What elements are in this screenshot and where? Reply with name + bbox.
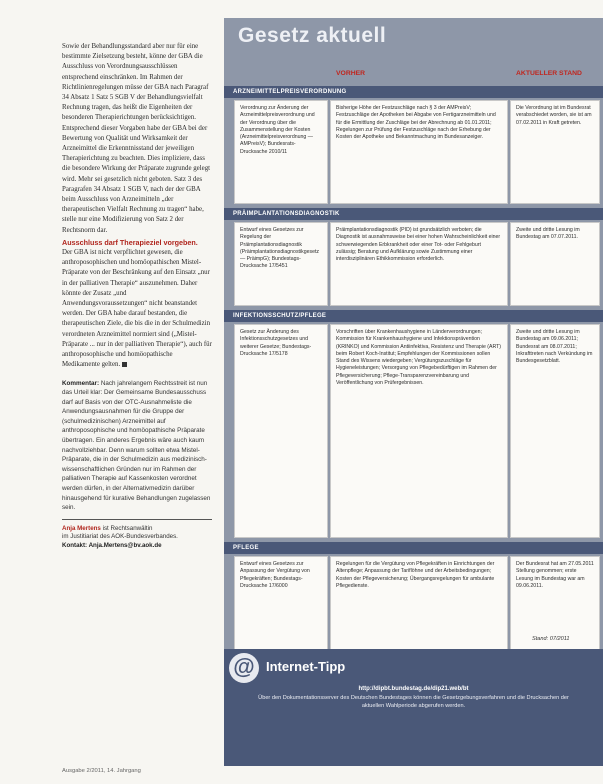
author-line — [62, 525, 212, 534]
commentary-label: Kommentar: — [62, 379, 100, 387]
author-name: Anja Mertens — [62, 524, 101, 532]
commentary-text: Nach jahrelangem Rechtsstreit ist nun das Urteil klar: Der Gemeinsame Bundesausschuss darf auf Basis von der OTC-Ausnahmeliste die Anwendungsausnahmen für die Gruppe der (schulmedizinischen) Arzneimittel auf anthroposophische und homöopathische Präparate übertragen. Ein anderes Ergebnis wäre auch kaum nachvollziehbar. Denn warum sollten etwa Mistel-Präparate, die in der Schulmedizin aus medizinisch-wissenschaftlichen Gründen nur im Rahmen der palliativen Therapie auf Kassenkosten verordnet werden dürfen, in der Alternativmedizin darüber hinausgehend für kurative Behandlungen zugelassen sein. — [62, 379, 211, 512]
internet-tip-link[interactable]: http://dipbt.bundestag.de/dip21.web/bt — [358, 686, 469, 692]
section-bar-infektionsschutz: INFEKTIONSSCHUTZ/PFLEGE — [224, 310, 603, 322]
law-cell-title: Entwurf eines Gesetzes zur Regelung der Präimplantationsdiagnostik (Präimplantationsdiagnostikgesetz — PräimpG); Bundestags-Drucksache 17/5451 — [234, 222, 328, 306]
status-date: Stand: 07/2011 — [532, 636, 570, 642]
law-cell-vorher: Regelungen für die Vergütung von Pflegekräften in Einrichtungen der Altenpflege; Anpassung der Tariflöhne und der Arbeitsbedingungen; Kosten der Pflegeversicherung; Übergangsregelungen für ambulante Pflegedienste. — [330, 556, 508, 650]
article-paragraph-2-text: Der GBA ist nicht verpflichtet gewesen, die anthroposophischen und homöopathischen Mistel-Präparate von der Beschränkung auf den Einsatz „nur in der palliativen Therapie“ auszunehmen. Daher könnte der Zusatz „und Anwendungsvoraussetzungen“ nicht beanstandet werden. Der GBA habe darauf bestanden, die therapeutischen Ziele, die bis die in der Schulmedizin verordneten Arzneimittel normiert sind („Mistel-Präparate ... nur in der palliativen Therapie“), auch für anthroposophische und homöopathische Medikamente gelten. — [62, 249, 212, 369]
article-subheading: Ausschluss darf Therapieziel vorgeben. — [62, 237, 198, 247]
article-paragraph-1: Sowie der Behandlungsstandard aber nur für eine bestimmte Zielsetzung besteht, könne der GBA die Ausschluss von Verordnungsausschlüssen entsprechend einschränken. Im Rahmen der Richtlinienregelungen müsse der GBA nach Paragraf 34 Absatz 1 Satz 5 SGB V der Behandlungsvielfalt Rechnung tragen, das heißt die Eigenheiten der besonderen Therapierichtungen berücksichtigen. Entsprechend dieser Vorgaben habe der GBA bei der Bewertung von Qualität und Wirksamkeit der Arzneimittel die Erkenntnisstand der jeweiligen Therapierichtung zu beachten. Dies impliziere, dass die besondere Wirkung der Präparate zugrunde gelegt wird. Mehr sei gesetzlich nicht geboten. Satz 3 des Paragrafen 34 Absatz 1 SGB V, nach der der GBA beim Ausschluss von Arzneimitteln „der therapeutischen Vielfalt Rechnung zu tragen“ habe, stelle nur eine Modifizierung von Satz 2 der Rechtsnorm dar. — [62, 43, 211, 234]
law-cell-title: Gesetz zur Änderung des Infektionsschutzgesetzes und weiterer Gesetze; Bundestags-Drucksache 17/5178 — [234, 324, 328, 538]
panel-title: Gesetz aktuell — [238, 24, 387, 47]
section-bar-arzneimittelpreis: ARZNEIMITTELPREISVERORDNUNG — [224, 86, 603, 98]
commentary — [62, 379, 212, 513]
column-header-vorher: VORHER — [336, 70, 366, 77]
law-cell-title: Verordnung zur Änderung der Arzneimittelpreisverordnung und der Verordnung über die Zusammenstellung der Kosten (Arzneimittelpreisverordnung — AMPreisV); Bundesrats-Drucksache 2010/11 — [234, 100, 328, 204]
law-cell-stand: Zweite und dritte Lesung im Bundestag am 07.07.2011. — [510, 222, 600, 306]
article-paragraph-2 — [62, 248, 212, 370]
law-cell-stand: Der Bundesrat hat am 27.05.2011 Stellung genommen; erste Lesung im Bundestag war am 09.06.2011. — [510, 556, 600, 650]
at-icon: @ — [229, 653, 259, 683]
author-block — [62, 519, 212, 551]
column-header-stand: AKTUELLER STAND — [516, 70, 582, 77]
internet-tip-box — [224, 649, 603, 766]
author-contact[interactable]: Kontakt: Anja.Mertens@bv.aok.de — [62, 542, 162, 549]
author-role-1: ist Rechtsanwältin — [102, 524, 153, 532]
internet-tip-description: Über den Dokumentationsserver des Deutschen Bundestages können die Gesetzgebungsverfahren und die Drucksachen der aktuellen Wahlperiode abgerufen werden. — [258, 695, 569, 709]
section-bar-pflege: PFLEGE — [224, 542, 603, 554]
author-role-2: im Justitiariat des AOK-Bundesverbandes. — [62, 533, 178, 541]
page-footer: Ausgabe 2/2011, 14. Jahrgang — [62, 768, 141, 774]
article-column — [62, 42, 212, 551]
end-of-article-icon — [122, 362, 127, 367]
law-cell-stand: Die Verordnung ist im Bundesrat verabschiedet worden, sie ist am 07.02.2011 in Kraft getreten. — [510, 100, 600, 204]
law-cell-stand: Zweite und dritte Lesung im Bundestag am 09.06.2011; Bundesrat am 08.07.2011; Inkrafttreten nach Verkündung im Bundesgesetzblatt. — [510, 324, 600, 538]
law-cell-title: Entwurf eines Gesetzes zur Anpassung der Vergütung von Pflegekräften; Bundestags-Drucksache 17/6000 — [234, 556, 328, 650]
law-cell-vorher: Vorschriften über Krankenhaushygiene in Länderverordnungen; Kommission für Krankenhaushygiene und Infektionsprävention (KRINKO) und Kommission Antiinfektiva, Resistenz und Therapie (ART) beim Robert Koch-Institut; Empfehlungen der Kommissionen sollen Stand des Wissens wiedergeben; Vergütungszuschläge für Hygieneleistungen; Versorgung von Pflegebedürftigen im Rahmen der Pflegeversicherung; Pflege-Transparenzvereinbarung und Veröffentlichung von Prüfergebnissen. — [330, 324, 508, 538]
law-cell-vorher: Präimplantationsdiagnostik (PID) ist grundsätzlich verboten; die Diagnostik ist ausnahmsweise bei einer hohen Wahrscheinlichkeit einer schwerwiegenden Erbkrankheit oder einer Tot- oder Fehlgeburt zulässig; Beratung und Aufklärung sowie Zustimmung einer interdisziplinären Ethikkommission erforderlich. — [330, 222, 508, 306]
law-cell-vorher: Bisherige Höhe der Festzuschläge nach § 3 der AMPreisV; Festzuschläge der Apotheken bei Abgabe von Fertigarzneimitteln und für die Ermittlung der Zuschläge bei der Abrechnung ab 01.01.2011; Regelungen zur Prüfung der Festzuschläge nach der Erhebung der Kosten der Apotheke und Bekanntmachung im Bundesanzeiger. — [330, 100, 508, 204]
internet-tip-title: Internet-Tipp — [266, 659, 346, 674]
section-bar-praeimplantation: PRÄIMPLANTATIONSDIAGNOSTIK — [224, 208, 603, 220]
